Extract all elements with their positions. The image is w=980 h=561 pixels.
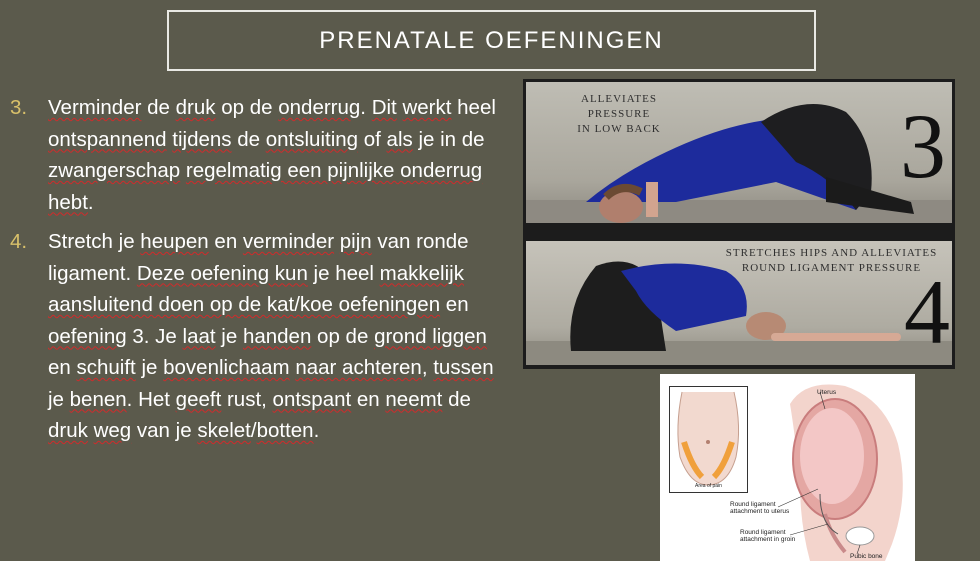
- spellcheck-word: als: [386, 127, 413, 151]
- text-run: .: [313, 419, 320, 442]
- round-ligament-uterus-label: [730, 501, 789, 515]
- spellcheck-word: regelmatig een pijnlijke onderrug hebt: [48, 159, 483, 214]
- text-run: of: [358, 127, 387, 151]
- caption-line: STRETCHES HIPS AND ALLEVIATES: [725, 247, 938, 259]
- label-line: attachment in groin: [740, 536, 796, 543]
- spellcheck-word: Dit: [371, 96, 397, 119]
- spellcheck-word: ontsluiting: [265, 127, 359, 151]
- text-run: en: [208, 230, 243, 253]
- spellcheck-word: grond liggen: [374, 324, 487, 348]
- text-run: .: [87, 190, 94, 214]
- item-number: 4.: [10, 230, 28, 253]
- spellcheck-word: oefening: [48, 324, 127, 348]
- exercise-photos: [523, 79, 955, 369]
- spellcheck-word: Verminder: [48, 96, 142, 119]
- text-run: Stretch je: [48, 230, 141, 253]
- spellcheck-word: geeft: [175, 387, 222, 411]
- text-run: ,: [421, 356, 434, 379]
- text-run: de: [231, 127, 266, 151]
- text-run: 3. Je: [126, 324, 183, 348]
- spellcheck-word: weg: [93, 419, 132, 442]
- text-run: heel: [451, 96, 496, 119]
- spellcheck-word: ontspant: [272, 387, 352, 411]
- slide-title: PRENATALE OEFENINGEN: [319, 26, 664, 54]
- label-line: attachment to uterus: [730, 508, 790, 515]
- item-text: [48, 226, 510, 447]
- spellcheck-word: verminder: [242, 230, 335, 253]
- exercise-number: 3: [900, 95, 946, 197]
- text-run: de: [442, 387, 471, 411]
- caption-line: ALLEVIATES PRESSURE: [581, 93, 657, 120]
- spellcheck-word: makkelijk aansluitend doen op de kat/koe oefeningen: [48, 261, 464, 316]
- list-item: [10, 92, 510, 218]
- text-run: en: [351, 387, 386, 411]
- text-run: en: [440, 293, 469, 316]
- text-run: je in de: [412, 127, 485, 151]
- text-run: van ronde ligament.: [48, 230, 469, 285]
- text-run: rust,: [221, 387, 273, 411]
- spellcheck-word: botten: [256, 419, 314, 442]
- spellcheck-word: benen: [69, 387, 127, 411]
- text-run: je: [135, 356, 164, 379]
- text-run: . Het: [126, 387, 176, 411]
- area-of-pain-label: Area of pain: [695, 483, 722, 489]
- spellcheck-word: tussen: [433, 356, 494, 379]
- photo-hips: [526, 241, 952, 365]
- caption-line: ROUND LIGAMENT PRESSURE: [741, 262, 922, 274]
- label-line: Round ligament: [740, 529, 786, 536]
- exercise-number: 4: [904, 261, 950, 363]
- text-run: je heel: [307, 261, 380, 285]
- spellcheck-word: Deze oefening kun: [136, 261, 308, 285]
- text-run: .: [360, 96, 372, 119]
- spellcheck-word: onderrug: [278, 96, 361, 119]
- spellcheck-word: laat: [182, 324, 216, 348]
- spellcheck-word: druk: [48, 419, 88, 442]
- spellcheck-word: pijn: [339, 230, 372, 253]
- spellcheck-word: bovenlichaam: [163, 356, 290, 379]
- text-run: /: [250, 419, 257, 442]
- item-text: [48, 92, 510, 218]
- item-number: 3.: [10, 96, 28, 119]
- label-line: Round ligament: [730, 501, 776, 508]
- spellcheck-word: skelet: [197, 419, 251, 442]
- spellcheck-word: neemt: [385, 387, 443, 411]
- spellcheck-word: zwangerschap: [48, 159, 181, 182]
- round-ligament-groin-label: [740, 529, 795, 543]
- spellcheck-word: druk: [175, 96, 216, 119]
- text-run: je: [48, 387, 70, 411]
- spellcheck-word: handen: [242, 324, 312, 348]
- text-run: van je: [131, 419, 198, 442]
- text-run: je: [215, 324, 243, 348]
- round-ligament-diagram: [660, 374, 915, 561]
- list-item: [10, 226, 510, 447]
- pubic-bone-label: Pubic bone: [850, 553, 883, 560]
- text-run: en: [48, 356, 77, 379]
- exercise-list: [10, 92, 510, 455]
- spellcheck-word: naar achteren: [295, 356, 422, 379]
- spellcheck-word: tijdens: [172, 127, 232, 151]
- spellcheck-word: heupen: [140, 230, 209, 253]
- caption-low-back: [554, 92, 684, 137]
- text-run: op de: [215, 96, 279, 119]
- spellcheck-word: werkt: [402, 96, 452, 119]
- spellcheck-word: ontspannend: [48, 127, 167, 151]
- uterus-label: Uterus: [817, 389, 837, 396]
- title-box: [167, 10, 816, 71]
- photo-low-back: [526, 82, 952, 223]
- text-run: op de: [311, 324, 375, 348]
- caption-line: IN LOW BACK: [577, 123, 661, 135]
- text-run: de: [141, 96, 176, 119]
- spellcheck-word: schuift: [76, 356, 136, 379]
